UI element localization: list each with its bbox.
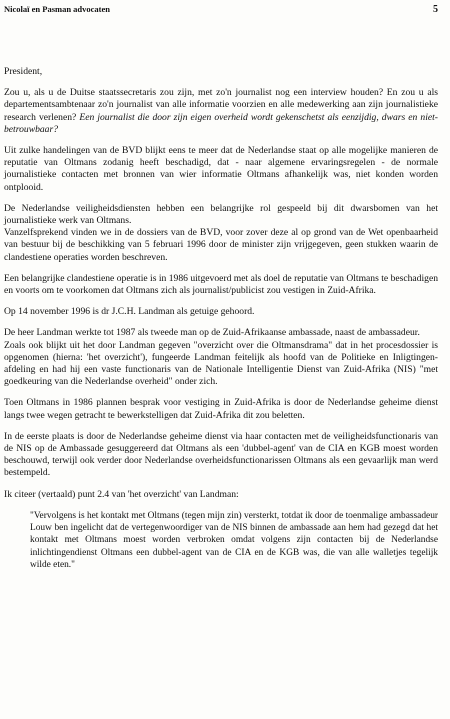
- paragraph-1-italic: Een journalist die door zijn eigen overheid wordt gekenschetst als eenzijdig, dwars en niet-betrouwbaar?: [4, 111, 438, 135]
- paragraph-4: Vanzelfsprekend vinden we in de dossiers van de BVD, voor zover deze al op grond van de Wet openbaarheid van bestuur bij de beschikking van 5 februari 1996 door de minister zijn vrijgegeven, geen stukken waarin de clandestiene operaties worden beschreven.: [4, 227, 438, 263]
- paragraph-1-text: Zou u, als u de Duitse staatssecretaris zou zijn, met zo'n journalist nog een interview houden? En zou u als departementsambtenaar zo'n journalist van alle informatie voorzien en alle medewerking aan zijn journalistieke research verlenen?: [4, 87, 438, 123]
- page-number: 5: [433, 4, 438, 15]
- paragraph-3: De Nederlandse veiligheidsdiensten hebben een belangrijke rol gespeeld bij dit dwarsbomen van het journalistieke werk van Oltmans.: [4, 202, 438, 227]
- firm-name: Nicolaï en Pasman advocaten: [4, 4, 111, 14]
- paragraph-11: Ik citeer (vertaald) punt 2.4 van 'het overzicht' van Landman:: [4, 488, 239, 500]
- block-quote: "Vervolgens is het kontakt met Oltmans (tegen mijn zin) versterkt, totdat ik door de toenmalige ambassadeur Louw ben ingelicht dat de vertegenwoordiger van de NIS binnen de ambassade aan hem had gezegd dat het kontakt met Oltmans moest worden verbroken omdat volgens zijn contacten bij de Nederlandse inlichtingendienst Oltmans een dubbel-agent van de CIA en de KGB was, die van alle walletjes tegelijk wilde eten.": [30, 510, 438, 570]
- salutation: President,: [4, 66, 43, 77]
- paragraph-10: In de eerste plaats is door de Nederlandse geheime dienst via haar contacten met de veiligheidsfunctionaris van de NIS op de Ambassade gesuggereerd dat Oltmans als een 'dubbel-agent' van de CIA en KGB moest worden beschouwd, terwijl ook verder door Nederlandse overheidsfunctionarissen Oltmans als een gevaarlijk man werd bestempeld.: [4, 430, 438, 479]
- paragraph-6: Op 14 november 1996 is dr J.C.H. Landman als getuige gehoord.: [4, 306, 255, 318]
- letter-body: [4, 66, 438, 571]
- page-header: [4, 4, 438, 18]
- paragraph-8: Zoals ook blijkt uit het door Landman gegeven "overzicht over die Oltmansdrama" dat in het procesdossier is opgenomen (hierna: 'het overzicht'), fungeerde Landman feitelijk als hoofd van de Politieke en Inligtingen-afdeling en had hij een vaste functionaris van de Nationale Intelligentie Dienst van Zuid-Afrika (NIS) "met goedkeuring van die Nederlandse overheid" onder zich.: [4, 339, 438, 388]
- paragraph-7: De heer Landman werkte tot 1987 als tweede man op de Zuid-Afrikaanse ambassade, naast de ambassadeur.: [4, 327, 420, 339]
- paragraph-5: Een belangrijke clandestiene operatie is in 1986 uitgevoerd met als doel de reputatie van Oltmans te beschadigen en voorts om te voorkomen dat Oltmans zich als journalist/publicist zou vestigen in Zuid-Afrika.: [4, 272, 438, 297]
- paragraph-9: Toen Oltmans in 1986 plannen besprak voor vestiging in Zuid-Afrika is door de Nederlandse geheime dienst langs twee wegen getracht te bewerkstelligen dat Zuid-Afrika dit zou beletten.: [4, 397, 438, 421]
- paragraph-2: Uit zulke handelingen van de BVD blijkt eens te meer dat de Nederlandse staat op alle mogelijke manieren de reputatie van Oltmans zodanig heeft beschadigd, dat - naar algemene ervaringsregelen - de normale journalistieke contacten met bronnen van wier informatie Oltmans afhankelijk was, niet konden worden ontplooid.: [4, 145, 438, 193]
- paragraph-1: [4, 87, 438, 136]
